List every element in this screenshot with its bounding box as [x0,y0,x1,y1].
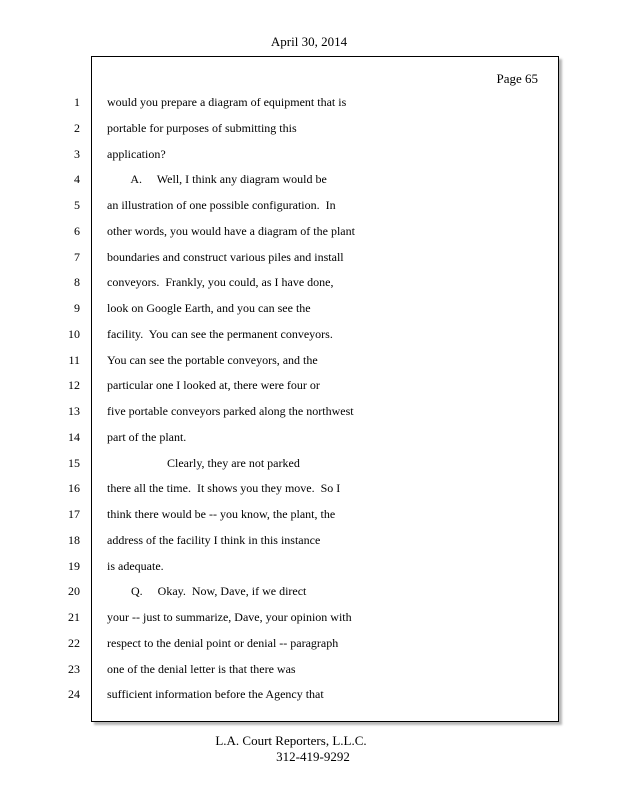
line-number: 18 [68,532,80,547]
line-number: 3 [74,146,80,161]
line-number: 14 [68,429,80,444]
transcript-line: other words, you would have a diagram of the plant [107,223,355,238]
transcript-line: look on Google Earth, and you can see the [107,301,311,315]
line-number: 1 [74,95,80,109]
transcript-line: there all the time. It shows you they move. So I [107,481,341,496]
line-number: 8 [74,275,80,290]
line-number: 10 [68,326,80,341]
transcript-line: particular one I looked at, there were four or [107,378,320,393]
page-number: Page 65 [496,71,538,86]
transcript-line: is adequate. [107,558,164,573]
transcript-line: an illustration of one possible configuration. In [107,198,336,212]
transcript-line: conveyors. Frankly, you could, as I have done, [107,275,334,290]
line-number: 5 [74,198,80,212]
transcript-line: Q. Okay. Now, Dave, if we direct [107,584,307,599]
transcript-line: think there would be -- you know, the plant, the [107,507,336,521]
transcript-line: Clearly, they are not parked [107,455,300,470]
transcript-line: facility. You can see the permanent conveyors. [107,326,333,341]
line-number: 21 [68,610,80,624]
transcript-line: boundaries and construct various piles and install [107,249,344,264]
transcript-line: You can see the portable conveyors, and the [107,352,318,367]
line-number: 2 [74,120,80,135]
header-date: April 30, 2014 [270,34,348,49]
line-number: 7 [74,249,80,264]
line-number: 16 [68,481,80,496]
line-number: 23 [68,661,80,676]
line-number: 6 [74,223,80,238]
transcript-line: would you prepare a diagram of equipment that is [107,95,347,109]
footer-company: L.A. Court Reporters, L.L.C. [215,733,367,748]
line-number: 9 [74,301,80,315]
transcript-line: respect to the denial point or denial -- paragraph [107,635,339,650]
transcript-line: sufficient information before the Agency that [107,687,324,702]
line-number: 13 [68,404,80,418]
line-number: 19 [68,558,80,573]
line-number: 20 [68,584,80,599]
transcript-line: A. Well, I think any diagram would be [107,172,327,187]
transcript-line: application? [107,146,166,161]
line-number: 11 [68,352,80,367]
transcript-line: part of the plant. [107,429,187,444]
transcript-line: your -- just to summarize, Dave, your opinion with [107,610,352,624]
line-number: 12 [68,378,80,393]
line-number: 17 [68,507,80,521]
transcript-line: address of the facility I think in this instance [107,532,321,547]
transcript-line: five portable conveyors parked along the northwest [107,404,354,418]
transcript-line: portable for purposes of submitting this [107,120,297,135]
line-number: 22 [68,635,80,650]
line-number: 4 [74,172,80,187]
footer-phone: 312-419-9292 [276,749,350,764]
line-number: 15 [68,455,80,470]
transcript-line: one of the denial letter is that there was [107,661,296,676]
line-number: 24 [68,687,80,702]
